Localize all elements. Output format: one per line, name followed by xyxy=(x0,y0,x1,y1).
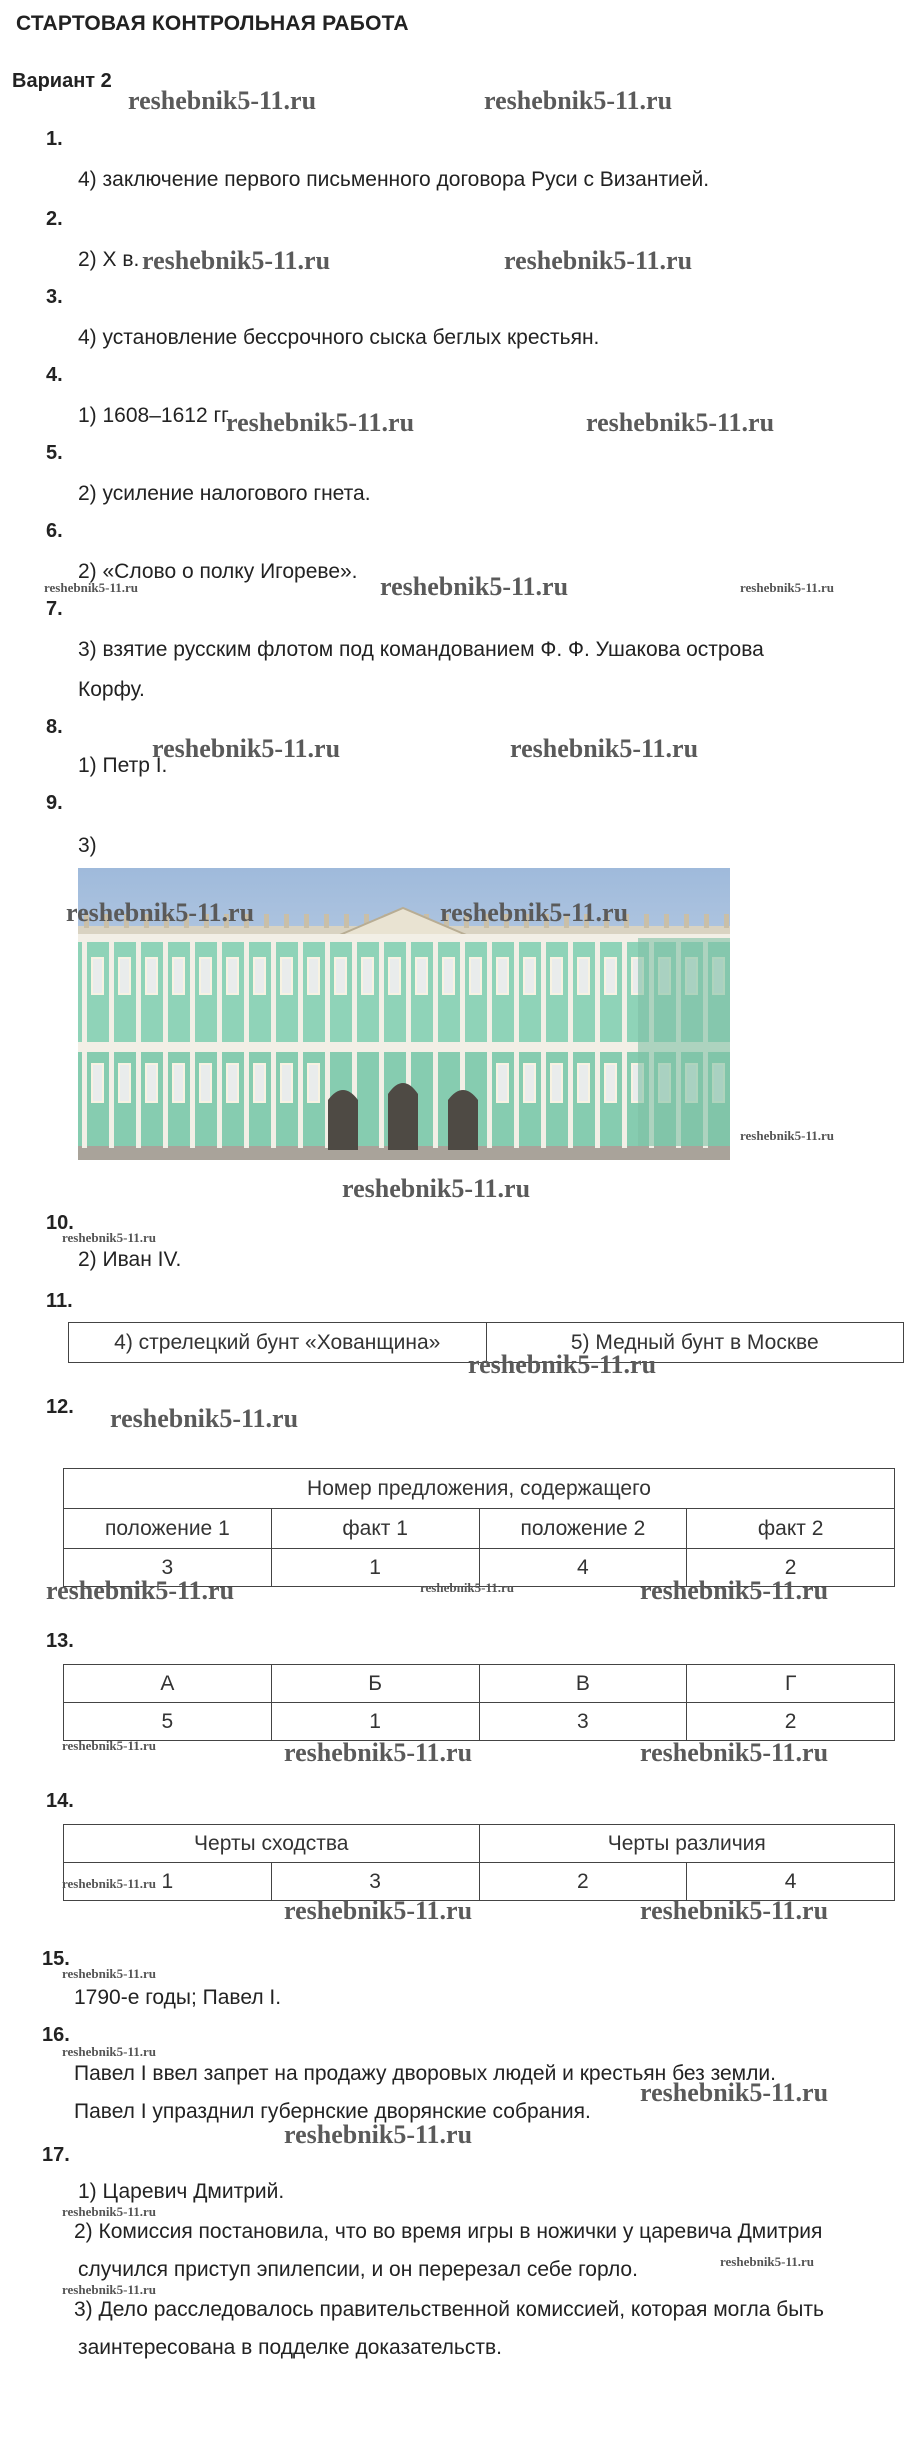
table-cell: 4) стрелецкий бунт «Хованщина» xyxy=(69,1323,487,1363)
answer-text: 1790-е годы; Павел I. xyxy=(74,1986,282,2009)
watermark: reshebnik5-11.ru xyxy=(740,580,835,595)
table-cell: 5) Медный бунт в Москве xyxy=(486,1323,904,1363)
question-number: 17. xyxy=(42,2144,70,2166)
table-cell: 4 xyxy=(479,1549,687,1587)
question-number: 10. xyxy=(46,1212,74,1234)
question-number: 13. xyxy=(46,1630,74,1652)
page-title: СТАРТОВАЯ КОНТРОЛЬНАЯ РАБОТА xyxy=(16,12,409,35)
watermark: reshebnik5-11.ru xyxy=(62,2204,157,2219)
watermark: reshebnik5-11.ru xyxy=(468,1350,657,1379)
question-number: 9. xyxy=(46,792,63,814)
watermark: reshebnik5-11.ru xyxy=(504,246,693,275)
watermark: reshebnik5-11.ru xyxy=(226,408,415,437)
table-header: А xyxy=(64,1665,272,1703)
watermark: reshebnik5-11.ru xyxy=(62,2282,157,2297)
answer-text: случился приступ эпилепсии, и он перерезал себе горло. xyxy=(78,2258,638,2281)
variant-label: Вариант 2 xyxy=(12,70,112,92)
answer-text: 2) X в. xyxy=(78,248,140,271)
table-cell: 1 xyxy=(271,1703,479,1741)
question-number: 5. xyxy=(46,442,63,464)
table-header: Черты сходства xyxy=(64,1825,480,1863)
answer-text: Павел I ввел запрет на продажу дворовых людей и крестьян без земли. xyxy=(74,2062,776,2085)
question-number: 11. xyxy=(46,1290,73,1312)
watermark: reshebnik5-11.ru xyxy=(62,2044,157,2059)
watermark: reshebnik5-11.ru xyxy=(440,898,629,927)
table-cell: 1 xyxy=(64,1863,272,1901)
table-header: В xyxy=(479,1665,687,1703)
table-header: Б xyxy=(271,1665,479,1703)
question-number: 4. xyxy=(46,364,63,386)
watermark: reshebnik5-11.ru xyxy=(46,1576,235,1605)
watermark: reshebnik5-11.ru xyxy=(586,408,775,437)
answer-text: 2) «Слово о полку Игореве». xyxy=(78,560,358,583)
answer-text: 3) взятие русским флотом под командованием Ф. Ф. Ушакова острова xyxy=(78,638,764,661)
table-header: Черты различия xyxy=(479,1825,895,1863)
watermark: reshebnik5-11.ru xyxy=(284,1738,473,1767)
watermark: reshebnik5-11.ru xyxy=(44,580,139,595)
table-header: факт 1 xyxy=(271,1509,479,1549)
table-cell: 3 xyxy=(271,1863,479,1901)
watermark: reshebnik5-11.ru xyxy=(640,1896,829,1925)
answer-text: 2) Иван IV. xyxy=(78,1248,182,1271)
question-number: 2. xyxy=(46,208,63,230)
watermark: reshebnik5-11.ru xyxy=(740,1128,835,1143)
watermark: reshebnik5-11.ru xyxy=(284,2120,473,2149)
answer-text: 1) 1608–1612 гг. xyxy=(78,404,233,427)
watermark: reshebnik5-11.ru xyxy=(152,734,341,763)
table-header: Г xyxy=(687,1665,895,1703)
answer-text: Павел I упразднил губернские дворянские собрания. xyxy=(74,2100,591,2123)
table-header: Номер предложения, содержащего xyxy=(64,1469,895,1509)
watermark: reshebnik5-11.ru xyxy=(110,1404,299,1433)
answer-text: 2) усиление налогового гнета. xyxy=(78,482,371,505)
watermark: reshebnik5-11.ru xyxy=(62,1966,157,1981)
answer-text: Корфу. xyxy=(78,678,145,701)
watermark: reshebnik5-11.ru xyxy=(720,2254,815,2269)
watermark: reshebnik5-11.ru xyxy=(420,1580,515,1595)
table-cell: 3 xyxy=(64,1549,272,1587)
answer-text: 4) установление бессрочного сыска беглых крестьян. xyxy=(78,326,600,349)
answer-text: 4) заключение первого письменного договора Руси с Византией. xyxy=(78,168,710,191)
table-header: положение 2 xyxy=(479,1509,687,1549)
answer-text: заинтересована в подделке доказательств. xyxy=(78,2336,502,2359)
table-cell: 4 xyxy=(687,1863,895,1901)
watermark: reshebnik5-11.ru xyxy=(62,1876,157,1891)
watermark: reshebnik5-11.ru xyxy=(510,734,699,763)
question-number: 16. xyxy=(42,2024,70,2046)
watermark: reshebnik5-11.ru xyxy=(640,2078,829,2107)
watermark: reshebnik5-11.ru xyxy=(484,86,673,115)
answer-text: 3) xyxy=(78,834,97,857)
table-cell: 1 xyxy=(271,1549,479,1587)
table-header: положение 1 xyxy=(64,1509,272,1549)
table-cell: 2 xyxy=(479,1863,687,1901)
answer-text: 1) Петр I. xyxy=(78,754,168,777)
question-number: 1. xyxy=(46,128,63,150)
watermark: reshebnik5-11.ru xyxy=(128,86,317,115)
question-number: 15. xyxy=(42,1948,70,1970)
question-number: 14. xyxy=(46,1790,74,1812)
question-number: 12. xyxy=(46,1396,74,1418)
question-number: 6. xyxy=(46,520,63,542)
watermark: reshebnik5-11.ru xyxy=(640,1576,829,1605)
table-cell: 2 xyxy=(687,1549,895,1587)
watermark: reshebnik5-11.ru xyxy=(342,1174,531,1203)
answer-table xyxy=(63,1468,895,1587)
answer-table xyxy=(63,1664,895,1741)
watermark: reshebnik5-11.ru xyxy=(62,1738,157,1753)
table-cell: 2 xyxy=(687,1703,895,1741)
question-number: 3. xyxy=(46,286,63,308)
answer-table xyxy=(63,1824,895,1901)
table-cell: 5 xyxy=(64,1703,272,1741)
table-header: факт 2 xyxy=(687,1509,895,1549)
watermark: reshebnik5-11.ru xyxy=(62,1230,157,1245)
answer-text: 3) Дело расследовалось правительственной комиссией, которая могла быть xyxy=(74,2298,824,2321)
answer-text: 1) Царевич Дмитрий. xyxy=(78,2180,285,2203)
watermark: reshebnik5-11.ru xyxy=(640,1738,829,1767)
watermark: reshebnik5-11.ru xyxy=(284,1896,473,1925)
question-number: 8. xyxy=(46,716,63,738)
watermark: reshebnik5-11.ru xyxy=(66,898,255,927)
watermark: reshebnik5-11.ru xyxy=(380,572,569,601)
watermark: reshebnik5-11.ru xyxy=(142,246,331,275)
question-number: 7. xyxy=(46,598,63,620)
table-cell: 3 xyxy=(479,1703,687,1741)
answer-text: 2) Комиссия постановила, что во время игры в ножички у царевича Дмитрия xyxy=(74,2220,823,2243)
